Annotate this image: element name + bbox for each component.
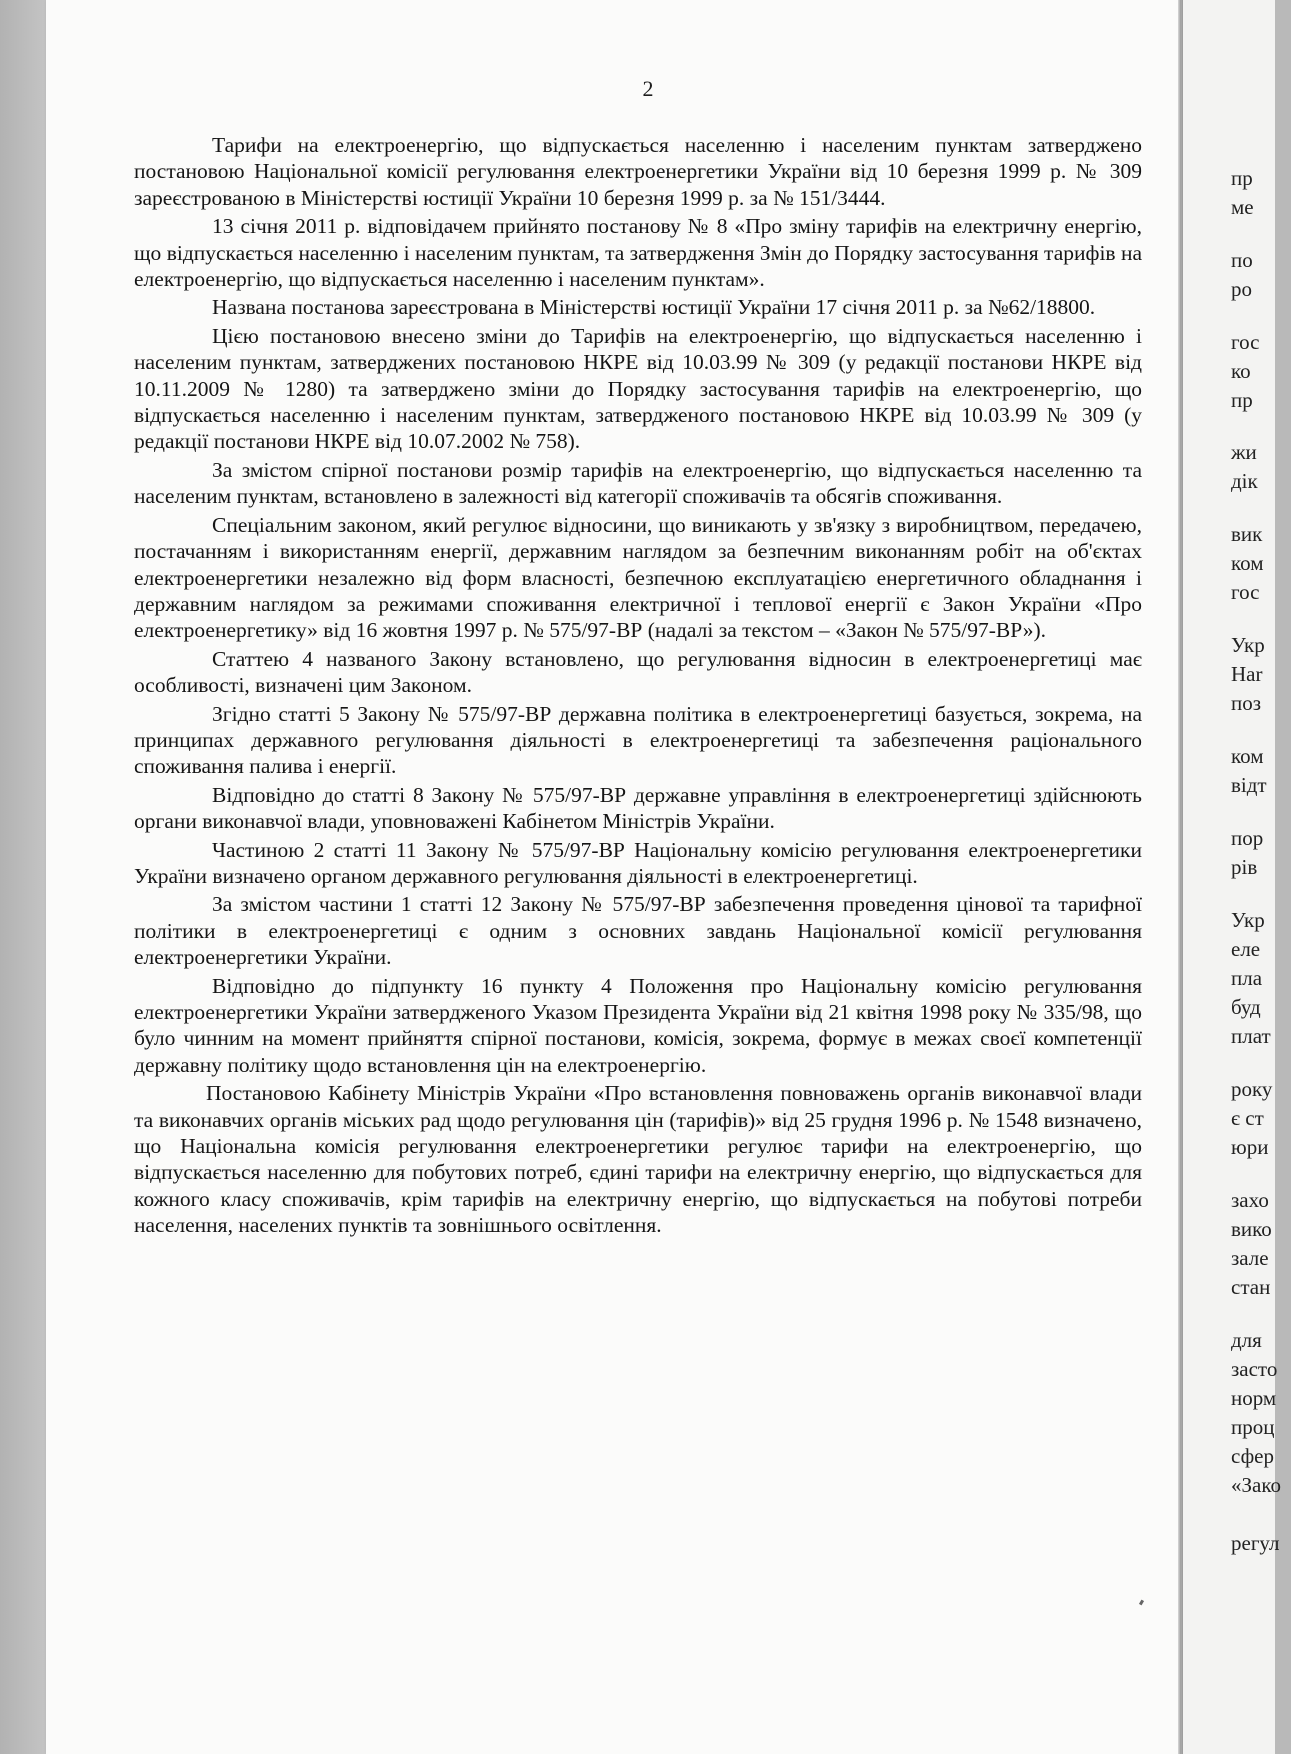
adjacent-text-fragment: еле [1231, 937, 1261, 961]
adjacent-text-fragment: року [1231, 1077, 1273, 1101]
adjacent-text-fragment: ме [1231, 195, 1254, 219]
paragraph: За змістом частини 1 статті 12 Закону № 575/97-ВР забезпечення проведення цінової та тарифної політики в електроенергетиці є одним з основних завдань Національної комісії регулювання електроенергетики України. [134, 892, 1142, 970]
adjacent-text-fragment: юри [1231, 1135, 1269, 1159]
adjacent-text-fragment: стан [1231, 1275, 1271, 1299]
adjacent-text-fragment: плат [1231, 1024, 1271, 1048]
adjacent-text-fragment: ком [1231, 744, 1264, 768]
adjacent-text-fragment: сфер [1231, 1444, 1275, 1468]
adjacent-text-fragment: Укр [1231, 633, 1265, 657]
adjacent-text-fragment: відт [1231, 773, 1267, 797]
scanner-left-margin [0, 0, 46, 1754]
adjacent-text-fragment: гос [1231, 580, 1260, 604]
adjacent-text-fragment: є ст [1231, 1106, 1264, 1130]
paragraph: За змістом спірної постанови розмір тарифів на електроенергію, що відпускається населенню та населеним пунктам, встановлено в залежності від категорії споживачів та обсягів споживання. [134, 457, 1142, 509]
adjacent-text-fragment: рів [1231, 855, 1258, 879]
page-number: 2 [642, 76, 654, 101]
adjacent-text-fragment: Наr [1231, 662, 1263, 686]
adjacent-text-fragment: норм [1231, 1386, 1277, 1410]
adjacent-text-fragment: вико [1231, 1217, 1272, 1241]
adjacent-text-fragment: пла [1231, 966, 1263, 990]
paragraph: Згідно статті 5 Закону № 575/97-ВР державна політика в електроенергетиці базується, зокрема, на принципах державного регулювання діяльності в електроенергетиці та забезпечення раціонального споживання палива і енергії. [134, 701, 1142, 779]
document-body [134, 132, 1142, 1241]
adjacent-text-fragment: жи [1231, 440, 1257, 464]
adjacent-text-fragment: вик [1231, 522, 1263, 546]
adjacent-text-fragment: Укр [1231, 908, 1265, 932]
document-page [46, 0, 1179, 1754]
adjacent-text-fragment: для [1231, 1328, 1262, 1352]
adjacent-text-fragment: по [1231, 248, 1253, 272]
paragraph: Частиною 2 статті 11 Закону № 575/97-ВР Національну комісію регулювання електроенергетики України визначено органом державного регулювання діяльності в електроенергетиці. [134, 837, 1142, 888]
adjacent-text-fragment: буд [1231, 995, 1261, 1019]
adjacent-page [1182, 0, 1281, 1754]
paragraph: Відповідно до підпункту 16 пункту 4 Положення про Національну комісію регулювання електроенергетики України затвердженого Указом Президента України від 21 квітня 1998 року № 335/98, що було чинним на момент прийняття спірної постанови, комісія, зокрема, формує в межах своєї компетенції державну політику щодо встановлення цін на електроенергію. [134, 973, 1142, 1077]
adjacent-page-text [1231, 0, 1291, 1754]
adjacent-text-fragment: пр [1231, 388, 1253, 412]
paragraph: Названа постанова зареєстрована в Міністерстві юстиції України 17 січня 2011 р. за №62/18800. [212, 295, 1096, 320]
paragraph: 13 січня 2011 р. відповідачем прийнято постанову № 8 «Про зміну тарифів на електричну енергію, що відпускається населенню і населеним пунктам, та затвердження Змін до Порядку застосування тарифів на електроенергію, що відпускається населенню і населеним пунктам». [134, 214, 1142, 292]
paragraph: Постановою Кабінету Міністрів України «Про встановлення повноважень органів виконавчої влади та виконавчих органів міських рад щодо регулювання цін (тарифів)» від 25 грудня 1996 р. № 1548 визначено, що Національна комісія регулювання електроенергетики регулює тарифи на електроенергію, що відпускається населенню для побутових потреб, єдині тарифи на електричну енергію, що відпускається для кожного класу споживачів, крім тарифів на електричну енергію, що відпускається на побутові потреби населення, населених пунктів та зовнішнього освітлення. [134, 1081, 1142, 1238]
paragraph: Тарифи на електроенергію, що відпускається населенню і населеним пунктам затверджено постановою Національної комісії регулювання електроенергетики України від 10 березня 1999 р. № 309 зареєстрованою в Міністерстві юстиції України 10 березня 1999 р. за № 151/3444. [134, 133, 1142, 210]
adjacent-text-fragment: пор [1231, 826, 1264, 850]
adjacent-text-fragment: дік [1231, 469, 1258, 493]
adjacent-text-fragment: ко [1231, 359, 1251, 383]
paragraph: Статтею 4 названого Закону встановлено, що регулювання відносин в електроенергетиці має особливості, визначені цим Законом. [134, 646, 1142, 698]
adjacent-text-fragment: гос [1231, 330, 1260, 354]
paragraph: Цією постановою внесено зміни до Тарифів на електроенергію, що відпускається населенню і населеним пунктам, затверджених постановою НКРЕ від 10.03.99 № 309 (у редакції постанови НКРЕ від 10.11.2009 № 1280) та затверджено зміни до Порядку застосування тарифів на електроенергію, що відпускається населенню і населеним пунктам, затвердженого постановою НКРЕ від 10.03.99 № 309 (у редакції постанови НКРЕ від 10.07.2002 № 758). [134, 323, 1142, 454]
adjacent-text-fragment: проц [1231, 1415, 1275, 1439]
adjacent-text-fragment: пр [1231, 166, 1253, 190]
paragraph: Відповідно до статті 8 Закону № 575/97-ВР державне управління в електроенергетиці здійснюють органи виконавчої влади, уповноважені Кабінетом Міністрів України. [134, 782, 1142, 834]
adjacent-text-fragment: ро [1231, 277, 1252, 301]
adjacent-text-fragment: захо [1231, 1188, 1269, 1212]
adjacent-text-fragment: засто [1231, 1357, 1278, 1381]
adjacent-text-fragment: зале [1231, 1246, 1269, 1270]
adjacent-text-fragment: поз [1231, 691, 1262, 715]
adjacent-text-fragment: ком [1231, 551, 1264, 575]
adjacent-text-fragment: регул [1231, 1531, 1280, 1555]
paragraph: Спеціальним законом, який регулює відносини, що виникають у зв'язку з виробництвом, передачею, постачанням і використанням енергії, державним наглядом за безпечним виконанням робіт на об'єктах електроенергетики незалежно від форм власності, безпечною експлуатацією енергетичного обладнання і державним наглядом за режимами споживання електричної і теплової енергії є Закон України «Про електроенергетику» від 16 жовтня 1997 р. № 575/97-ВР (надалі за текстом – «Закон № 575/97-ВР»). [134, 512, 1142, 643]
adjacent-text-fragment: «Зако [1231, 1473, 1281, 1497]
